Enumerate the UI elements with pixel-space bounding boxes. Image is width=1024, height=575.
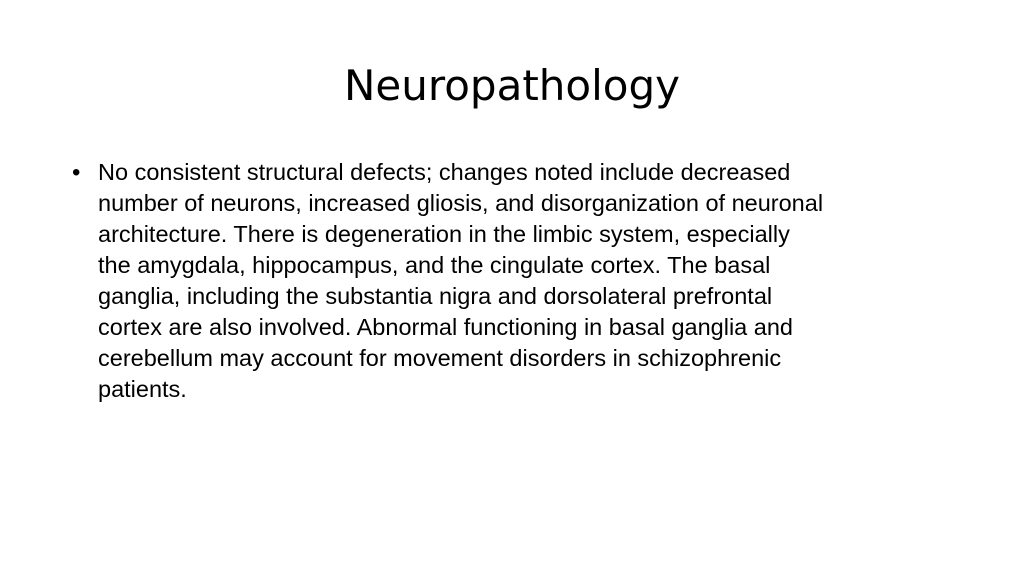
bullet-text-line: cerebellum may account for movement disorders in schizophrenic xyxy=(98,345,782,371)
bullet-text-line: architecture. There is degeneration in the limbic system, especially xyxy=(98,221,790,247)
bullet-text-line: number of neurons, increased gliosis, and disorganization of neuronal xyxy=(98,190,824,216)
slide-title: Neuropathology xyxy=(344,61,680,110)
slide-body xyxy=(72,157,972,405)
bullet-marker: • xyxy=(72,159,81,186)
bullet-item xyxy=(72,157,972,405)
bullet-text-line: ganglia, including the substantia nigra and dorsolateral prefrontal xyxy=(98,283,773,309)
bullet-text-line: No consistent structural defects; changes noted include decreased xyxy=(98,159,791,185)
bullet-text-line: patients. xyxy=(98,376,187,402)
bullet-text-line: the amygdala, hippocampus, and the cingulate cortex. The basal xyxy=(98,252,771,278)
bullet-text-line: cortex are also involved. Abnormal functioning in basal ganglia and xyxy=(98,314,793,340)
